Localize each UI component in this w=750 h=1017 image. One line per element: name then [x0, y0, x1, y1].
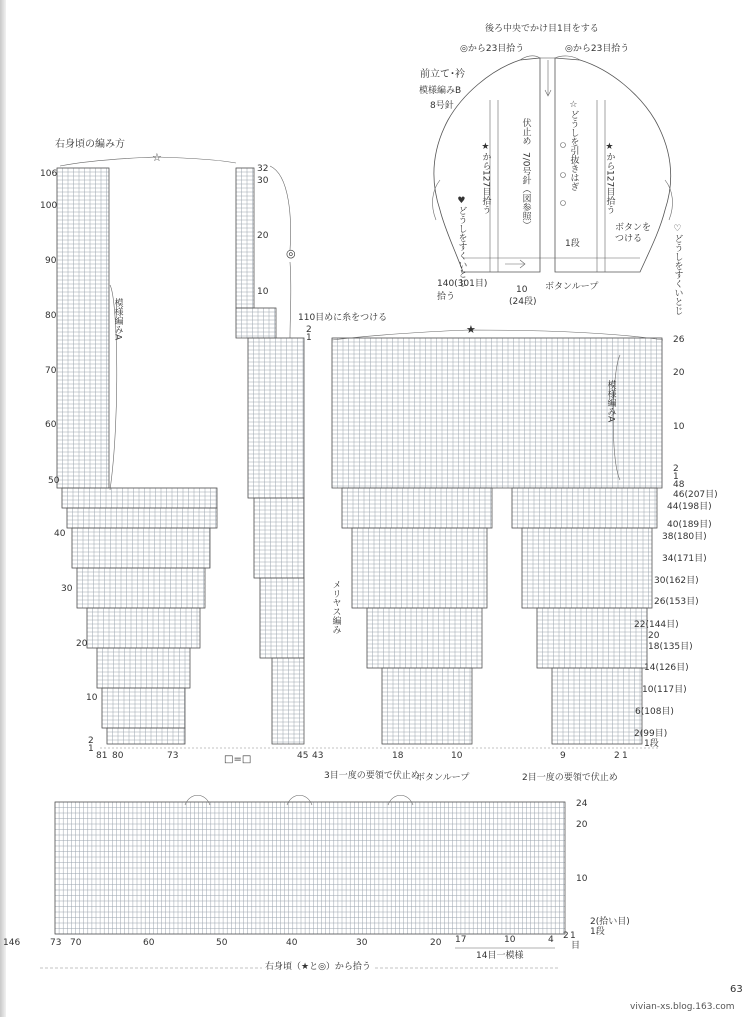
row-label: 60 [45, 420, 57, 430]
col-label: 73 [50, 938, 62, 948]
col-label: 20 [430, 938, 442, 948]
grid-block [248, 338, 304, 498]
row-label: 20 [76, 639, 88, 649]
row-label: 100 [40, 201, 58, 211]
row-label: 26(153目) [654, 597, 699, 607]
grid-block [97, 648, 190, 688]
chart-band [55, 802, 565, 934]
back-center-note: 後ろ中央でかけ目1目をする [485, 24, 599, 34]
grid-block [236, 168, 254, 308]
pick-140-label: 140(301目) [437, 279, 488, 289]
watermark: vivian-xs.blog.163.com [630, 1002, 735, 1012]
needle-70-label: 7/0号針（図参照） [520, 152, 531, 230]
grid-outline [236, 308, 276, 338]
row-label: 106 [40, 169, 58, 179]
double-circle-mark: ◎ [286, 247, 296, 260]
row-label: 20 [576, 820, 588, 830]
ten-label: 10 [516, 285, 528, 295]
bindoff-label: 伏止め [520, 118, 531, 145]
row-label: 30 [257, 176, 269, 186]
pick-right-note: ◎から23目拾う [565, 44, 630, 54]
grid-block [236, 308, 276, 338]
star-connector-right [157, 157, 236, 163]
col-label-2: 2 [614, 751, 620, 761]
heart-right-label: ♡どうしをすくいとじ [672, 224, 683, 315]
chart-left-panel [57, 168, 217, 744]
row-label: 10 [86, 693, 98, 703]
row-label: 18(135目) [648, 642, 693, 652]
grid-block [67, 508, 217, 528]
col-label: 2 [563, 931, 569, 941]
row-label: 2 [306, 325, 312, 335]
row-label: 48 [673, 480, 685, 490]
col-label-1: 1 [622, 751, 628, 761]
front-band-title: 前立て･衿 [420, 69, 465, 80]
note-button-loop: ボタンループ [416, 773, 470, 783]
grid-block [352, 528, 487, 608]
star-connector-left [60, 157, 157, 166]
col-label-81: 81 [96, 751, 108, 761]
band-arc-3 [388, 795, 413, 805]
row-label: 80 [45, 311, 57, 321]
star-right-label: ★から127目拾う [604, 142, 615, 215]
row-label: 14(126目) [644, 663, 689, 673]
grid-block [367, 608, 482, 668]
band-arc-2 [287, 795, 312, 805]
grid-block [552, 668, 642, 744]
note-2tog: 2目一度の要領で伏止め [522, 773, 618, 783]
row-label: 70 [45, 366, 57, 376]
row-label: 20 [257, 231, 269, 241]
row-label: 34(171目) [662, 554, 707, 564]
col-label: 50 [216, 938, 228, 948]
legend: □=□ [224, 754, 252, 765]
row-label: 46(207目) [673, 490, 718, 500]
col-label: 146 [3, 938, 21, 948]
button-attach-note: ボタンを つける [615, 223, 652, 244]
grid-outline [67, 508, 217, 528]
grid-block [522, 528, 652, 608]
row-label: 50 [48, 476, 60, 486]
row-label: 1 [673, 472, 679, 482]
pattern-b-label: 模様編みB [419, 86, 462, 96]
pick-word-label: 拾う [437, 292, 456, 302]
col-label-45: 45 [297, 751, 309, 761]
right-body-title: 右身頃の編み方 [55, 139, 125, 150]
row-label: 1段 [590, 927, 605, 937]
grid-block [342, 488, 492, 528]
grid-block [382, 668, 472, 744]
col-label: 17 [455, 935, 467, 945]
pick-left-note: ◎から23目拾う [460, 44, 525, 54]
row1-label: 1段 [565, 239, 580, 249]
repeat-label: 14目一模様 [476, 951, 524, 961]
col-label: 10 [504, 935, 516, 945]
row-label: 44(198目) [667, 502, 712, 512]
row-label: 2(拾い目) [590, 917, 630, 927]
col-label-80: 80 [112, 751, 124, 761]
note-3tog-line [324, 772, 420, 781]
grid-block [512, 488, 657, 528]
needle-8-label: 8号針 [430, 101, 454, 111]
col-label-18: 18 [392, 751, 404, 761]
row-label: 32 [257, 164, 269, 174]
pattern-a-left: 模様編みA [112, 298, 123, 341]
col-label-9: 9 [560, 751, 566, 761]
grid-outline [552, 668, 642, 744]
row-label: 30 [61, 584, 73, 594]
col-label: 1 [570, 931, 576, 941]
button-loop-label: ボタンループ [545, 282, 599, 292]
grid-block [254, 498, 304, 578]
rows-24-label: (24段) [509, 297, 537, 307]
star-left-label: ★から127目拾う [480, 142, 491, 215]
row-label: 2(99目) [634, 729, 668, 739]
thread-note: 110目めに糸をつける [298, 313, 388, 323]
row-label: 20 [648, 631, 660, 641]
grid-outline [367, 608, 482, 668]
grid-block [87, 608, 200, 648]
grid-block [55, 802, 565, 934]
row-label: 6(108目) [635, 707, 674, 717]
col-label: 70 [70, 938, 82, 948]
grid-block [77, 568, 205, 608]
row-label: 38(180目) [662, 532, 707, 542]
row-label: 10 [576, 874, 588, 884]
row-label: 1 [306, 333, 312, 343]
star-filled-mark: ★ [466, 323, 476, 336]
col-label: 60 [143, 938, 155, 948]
row-label: 1段 [644, 739, 659, 749]
band-pick-note: 右身頃（★と◎）から拾う [262, 963, 374, 972]
band-arc-1 [185, 795, 210, 805]
star-outline-mark: ☆ [152, 151, 162, 164]
col-label-43: 43 [312, 751, 324, 761]
col-label: 40 [286, 938, 298, 948]
row-label: 90 [45, 256, 57, 266]
row-label: 24 [576, 799, 588, 809]
col-label: 4 [548, 935, 554, 945]
row-label: 1 [88, 744, 94, 754]
row-label: 20 [673, 368, 685, 378]
grid-block [272, 658, 304, 744]
grid-outline [382, 668, 472, 744]
grid-block [260, 578, 304, 658]
grid-outline [272, 658, 304, 744]
grid-outline [236, 168, 254, 308]
row-label: 10 [257, 287, 269, 297]
circle-connector [270, 166, 291, 250]
pattern-a-right: 模様編みA [605, 380, 616, 423]
row-label: 2 [88, 736, 94, 746]
row-label: 22(144目) [634, 620, 679, 630]
note-3tog: 3目一度の要領で伏止め [324, 771, 420, 781]
row-label: 10(117目) [642, 685, 687, 695]
row-label: 26 [673, 335, 685, 345]
row-label: 40(189目) [667, 520, 712, 530]
grid-block [72, 528, 210, 568]
row-label: 10 [673, 422, 685, 432]
circle-connector-2 [290, 262, 291, 338]
col-label-10: 10 [451, 751, 463, 761]
band-row1-word: 目 [571, 941, 581, 951]
page-number: 63 [730, 984, 743, 995]
draw-through-label: ☆どうしを引抜きはぎ [568, 100, 579, 191]
col-label-73: 73 [167, 751, 179, 761]
grid-block [537, 608, 647, 668]
grid-block [107, 728, 185, 744]
grid-block [62, 488, 217, 508]
heart-left-label: ♥どうしをすくいとじ [456, 196, 467, 287]
grid-block [57, 168, 109, 488]
stockinette-label: メリヤス編み [330, 580, 341, 634]
col-label: 30 [356, 938, 368, 948]
grid-block [102, 688, 185, 728]
row-label: 40 [54, 529, 66, 539]
row-label: 30(162目) [654, 576, 699, 586]
row-label: 2 [673, 464, 679, 474]
